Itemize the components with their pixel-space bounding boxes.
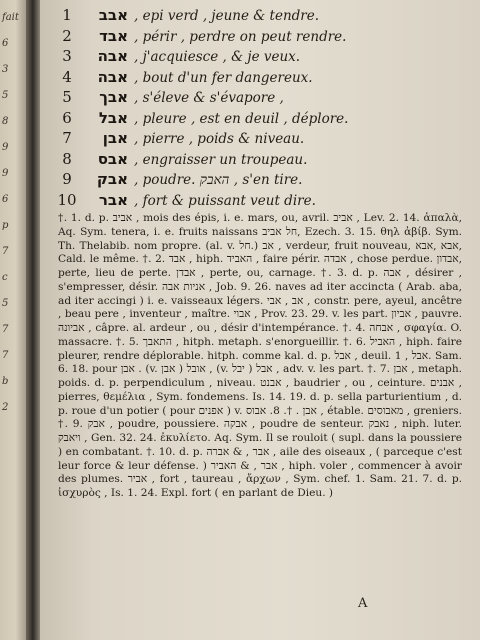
left-margin-fragment: 7 bbox=[2, 324, 9, 335]
entry-definition: , poudre. האבק , s'en tire. bbox=[134, 172, 303, 188]
entry-row bbox=[54, 27, 474, 48]
left-margin-fragment: 7 bbox=[2, 350, 9, 361]
left-margin-fragment: 8 bbox=[2, 116, 9, 127]
entry-row bbox=[54, 191, 474, 212]
entry-number: 3 bbox=[62, 47, 72, 65]
entry-definition: , engraisser un troupeau. bbox=[134, 151, 308, 168]
entry-hebrew-root: אבס bbox=[97, 149, 128, 168]
entry-definition: , bout d'un fer dangereux. bbox=[134, 69, 313, 86]
left-margin-fragment: 2 bbox=[2, 402, 9, 413]
entry-number: 2 bbox=[62, 26, 72, 45]
left-margin-fragment: p bbox=[2, 220, 9, 231]
entry-number: 8 bbox=[62, 149, 72, 168]
entry-row bbox=[54, 88, 474, 109]
entry-row bbox=[54, 109, 474, 130]
left-margin-fragment: 9 bbox=[2, 168, 9, 179]
entry-hebrew-root: אבק bbox=[96, 170, 128, 188]
entry-number: 9 bbox=[62, 170, 72, 188]
entry-number: 7 bbox=[62, 129, 72, 147]
entry-number: 1 bbox=[62, 6, 72, 24]
entry-row bbox=[54, 129, 474, 150]
entry-row bbox=[54, 68, 474, 89]
entry-hebrew-root: אבה bbox=[97, 67, 128, 86]
entry-row bbox=[54, 6, 474, 27]
book-page bbox=[40, 0, 480, 640]
left-page-edge bbox=[0, 0, 26, 640]
entry-definition: , pierre , poids & niveau. bbox=[134, 131, 305, 147]
entry-definition: , périr , perdre on peut rendre. bbox=[134, 28, 347, 45]
entry-hebrew-root: אבר bbox=[98, 190, 128, 209]
entry-definition: , epi verd , jeune & tendre. bbox=[134, 8, 320, 24]
left-margin-fragment: 9 bbox=[2, 142, 9, 153]
left-margin-fragment: 3 bbox=[2, 64, 9, 75]
entries-list bbox=[54, 6, 474, 211]
entry-hebrew-root: אבך bbox=[99, 88, 128, 106]
book-gutter bbox=[26, 0, 40, 640]
entry-hebrew-root: אבן bbox=[102, 129, 128, 147]
entry-hebrew-root: אבה bbox=[97, 47, 128, 65]
left-margin-fragment: c bbox=[2, 272, 8, 283]
entry-row bbox=[54, 47, 474, 68]
entry-definition: , fort & puissant veut dire. bbox=[134, 192, 316, 209]
left-margin-fragment: 6 bbox=[2, 38, 9, 49]
entry-hebrew-root: אבב bbox=[98, 6, 128, 24]
entry-number: 4 bbox=[62, 67, 72, 86]
left-margin-fragment: 7 bbox=[2, 246, 9, 257]
entry-row bbox=[54, 150, 474, 171]
entry-number: 5 bbox=[62, 88, 72, 106]
left-margin-fragment: 5 bbox=[2, 90, 9, 101]
entry-definition: , j'acquiesce , & je veux. bbox=[134, 49, 301, 65]
notes-paragraph: †. 1. d. p. אביב , mois des épis, i. e. mars, ou, avril. אביב , Lev. 2. 14. ἁπαλὰ, Aq. Sym. tenera, i. e. fruits naissans חל אביב, Ezech. 3. 15. θηλ ἀβίβ. Sym. Th. Thelabib. nom propre. (al. v. חל.) אב , verdeur, fruit nouveau, אבא ,אבא, Cald. le même. †. 2. אבד , hiph. האביד , faire périr. אבדה , chose perdue. אבדון, perte, lieu de perte. אבדן , perte, ou, carnage. †. 3. d. p. אבה , désirer , s'empresser, désir. אניות אבה , Job. 9. 26. naves ad iter accincta ( Arab. aba, ad iter accingi ) i. e. vaisseaux légers. אב , אבי , constr. pere, ayeul, ancêtre , beau pere , inventeur , maître. אבוי , Prov. 23. 29. v. les part. אביון , pauvre. אביונה , câpre. al. ardeur , ou , désir d'intempérance. †. 4. אבחה , σφαγία. O. massacre. †. 5. התאבך , hitph. metaph. s'enorgueillir. †. 6. האביל , hiph. faire pleurer, rendre déplorable. hitph. comme kal. d. p. אבל , deuil. אבל , 1. Sam. 6. 18. pour אבן . (v. אבן ) אובל , (v. יבל ) אבל , adv. v. les part. †. 7. אבן , metaph. poids. d. p. perpendiculum , niveau. אבנט , baudrier , ou , ceinture. אבנים , pierres, θεμέλια , Sym. fondemens. Is. 14. 19. d. p. sella parturientium , d. p. roue d'un potier ( pour אפנים ) v. אבן . †. 8. אבוס , étable. מאבוסים , greniers. †. 9. אבק , poudre, poussiere. אבקה , poudre de senteur. נאבק , niph. luter. ויאבק , Gen. 32. 24. ἐκυλίετο. Aq. Sym. Il se rouloit ( supl. dans la poussiere ) en combatant. †. 10. d. p. אבר , & אברה , aile des oiseaux , ( parceque c'est leur force & leur défense. ) אבר , & האביר , hiph. voler , commencer à avoir des plumes. אביר , fort , taureau , ἄρχων , Sym. chef. 1. Sam. 21. 7. d. p. ἰσχυρὸς , Is. 1. 24. Expl. fort ( en parlant de Dieu. ) bbox=[58, 212, 463, 499]
entry-number: 10 bbox=[57, 190, 77, 209]
left-margin-fragment: b bbox=[2, 376, 9, 387]
left-margin-fragment: 6 bbox=[2, 194, 9, 205]
left-margin-fragment: 5 bbox=[2, 298, 9, 309]
entry-hebrew-root: אבל bbox=[98, 108, 128, 127]
entry-hebrew-root: אבד bbox=[99, 26, 128, 45]
entry-number: 6 bbox=[62, 108, 72, 127]
entry-row bbox=[54, 170, 474, 191]
signature-mark: A bbox=[358, 596, 368, 611]
left-margin-fragment: fait bbox=[2, 12, 19, 23]
entry-definition: , pleure , est en deuil , déplore. bbox=[134, 110, 349, 127]
entry-definition: , s'éleve & s'évapore , bbox=[134, 90, 284, 106]
notes-block bbox=[58, 212, 462, 501]
